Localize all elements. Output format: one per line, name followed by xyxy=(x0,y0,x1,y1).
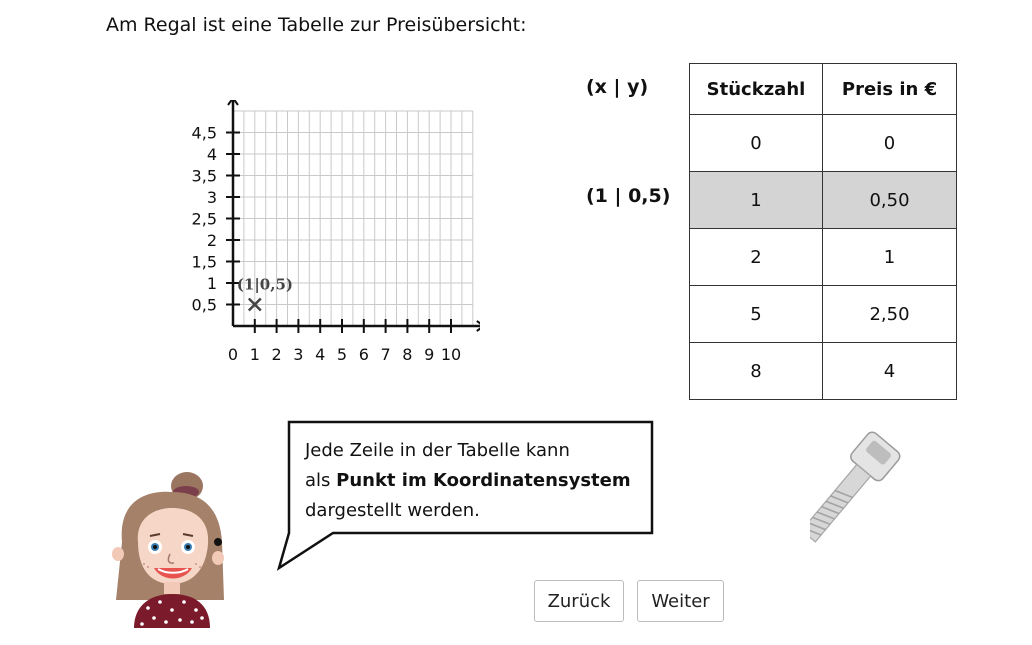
column-header-quantity: Stückzahl xyxy=(690,64,823,115)
data-point-label: (1|0,5) xyxy=(236,275,293,294)
table-row xyxy=(690,229,957,286)
x-tick-label: 10 xyxy=(440,345,462,364)
cell-quantity: 8 xyxy=(690,343,823,400)
cell-quantity: 0 xyxy=(690,115,823,172)
cell-price: 4 xyxy=(823,343,957,400)
speech-line-2 xyxy=(305,466,650,496)
screw-icon xyxy=(810,428,920,553)
x-tick-labels xyxy=(228,345,461,364)
price-table xyxy=(689,63,957,400)
x-tick-label: 2 xyxy=(271,345,282,364)
x-tick-label: 3 xyxy=(293,345,304,364)
table-row xyxy=(690,115,957,172)
x-tick-label: 6 xyxy=(358,345,369,364)
y-tick-label: 1,5 xyxy=(191,252,217,272)
back-button[interactable]: Zurück xyxy=(534,580,624,622)
table-row-highlighted xyxy=(690,172,957,229)
column-header-price: Preis in € xyxy=(823,64,957,115)
y-tick-label: 1 xyxy=(206,274,217,293)
y-tick-label: 2,5 xyxy=(191,209,217,229)
x-tick-label: 1 xyxy=(249,345,260,364)
x-tick-label: 9 xyxy=(424,345,435,364)
speech-line-2-prefix: als xyxy=(305,470,337,491)
y-tick-label: 3 xyxy=(206,188,217,207)
cell-price: 0 xyxy=(823,115,957,172)
y-tick-label: 4,5 xyxy=(191,123,217,143)
coordinate-chart xyxy=(180,100,480,370)
speech-line-3: dargestellt werden. xyxy=(305,500,480,521)
next-button[interactable]: Weiter xyxy=(637,580,724,622)
x-tick-label: 8 xyxy=(402,345,413,364)
girl-avatar-icon xyxy=(100,468,230,628)
chart-points xyxy=(237,276,293,311)
cell-price: 2,50 xyxy=(823,286,957,343)
speech-text xyxy=(305,436,650,526)
chart-grid xyxy=(233,111,473,326)
cell-quantity: 5 xyxy=(690,286,823,343)
coordinate-point-value: (1 | 0,5) xyxy=(586,185,671,207)
table-header-row xyxy=(690,64,957,115)
table-row xyxy=(690,286,957,343)
intro-text: Am Regal ist eine Tabelle zur Preisübersicht: xyxy=(106,14,527,36)
y-tick-label: 4 xyxy=(206,145,217,164)
cell-quantity: 2 xyxy=(690,229,823,286)
y-tick-label: 0,5 xyxy=(191,295,217,315)
speech-highlight: Punkt im Koordinatensystem xyxy=(336,470,631,491)
x-tick-label: 4 xyxy=(315,345,326,364)
cell-price: 0,50 xyxy=(823,172,957,229)
x-tick-label: 0 xyxy=(227,345,239,364)
y-tick-labels xyxy=(192,124,217,315)
speech-line-1: Jede Zeile in der Tabelle kann xyxy=(305,440,570,461)
cell-price: 1 xyxy=(823,229,957,286)
y-tick-label: 2 xyxy=(206,231,217,250)
table-row xyxy=(690,343,957,400)
cell-quantity: 1 xyxy=(690,172,823,229)
coordinate-header: (x | y) xyxy=(586,76,649,98)
x-tick-label: 7 xyxy=(380,345,391,364)
x-tick-label: 5 xyxy=(336,345,348,364)
y-tick-label: 3,5 xyxy=(191,166,217,186)
